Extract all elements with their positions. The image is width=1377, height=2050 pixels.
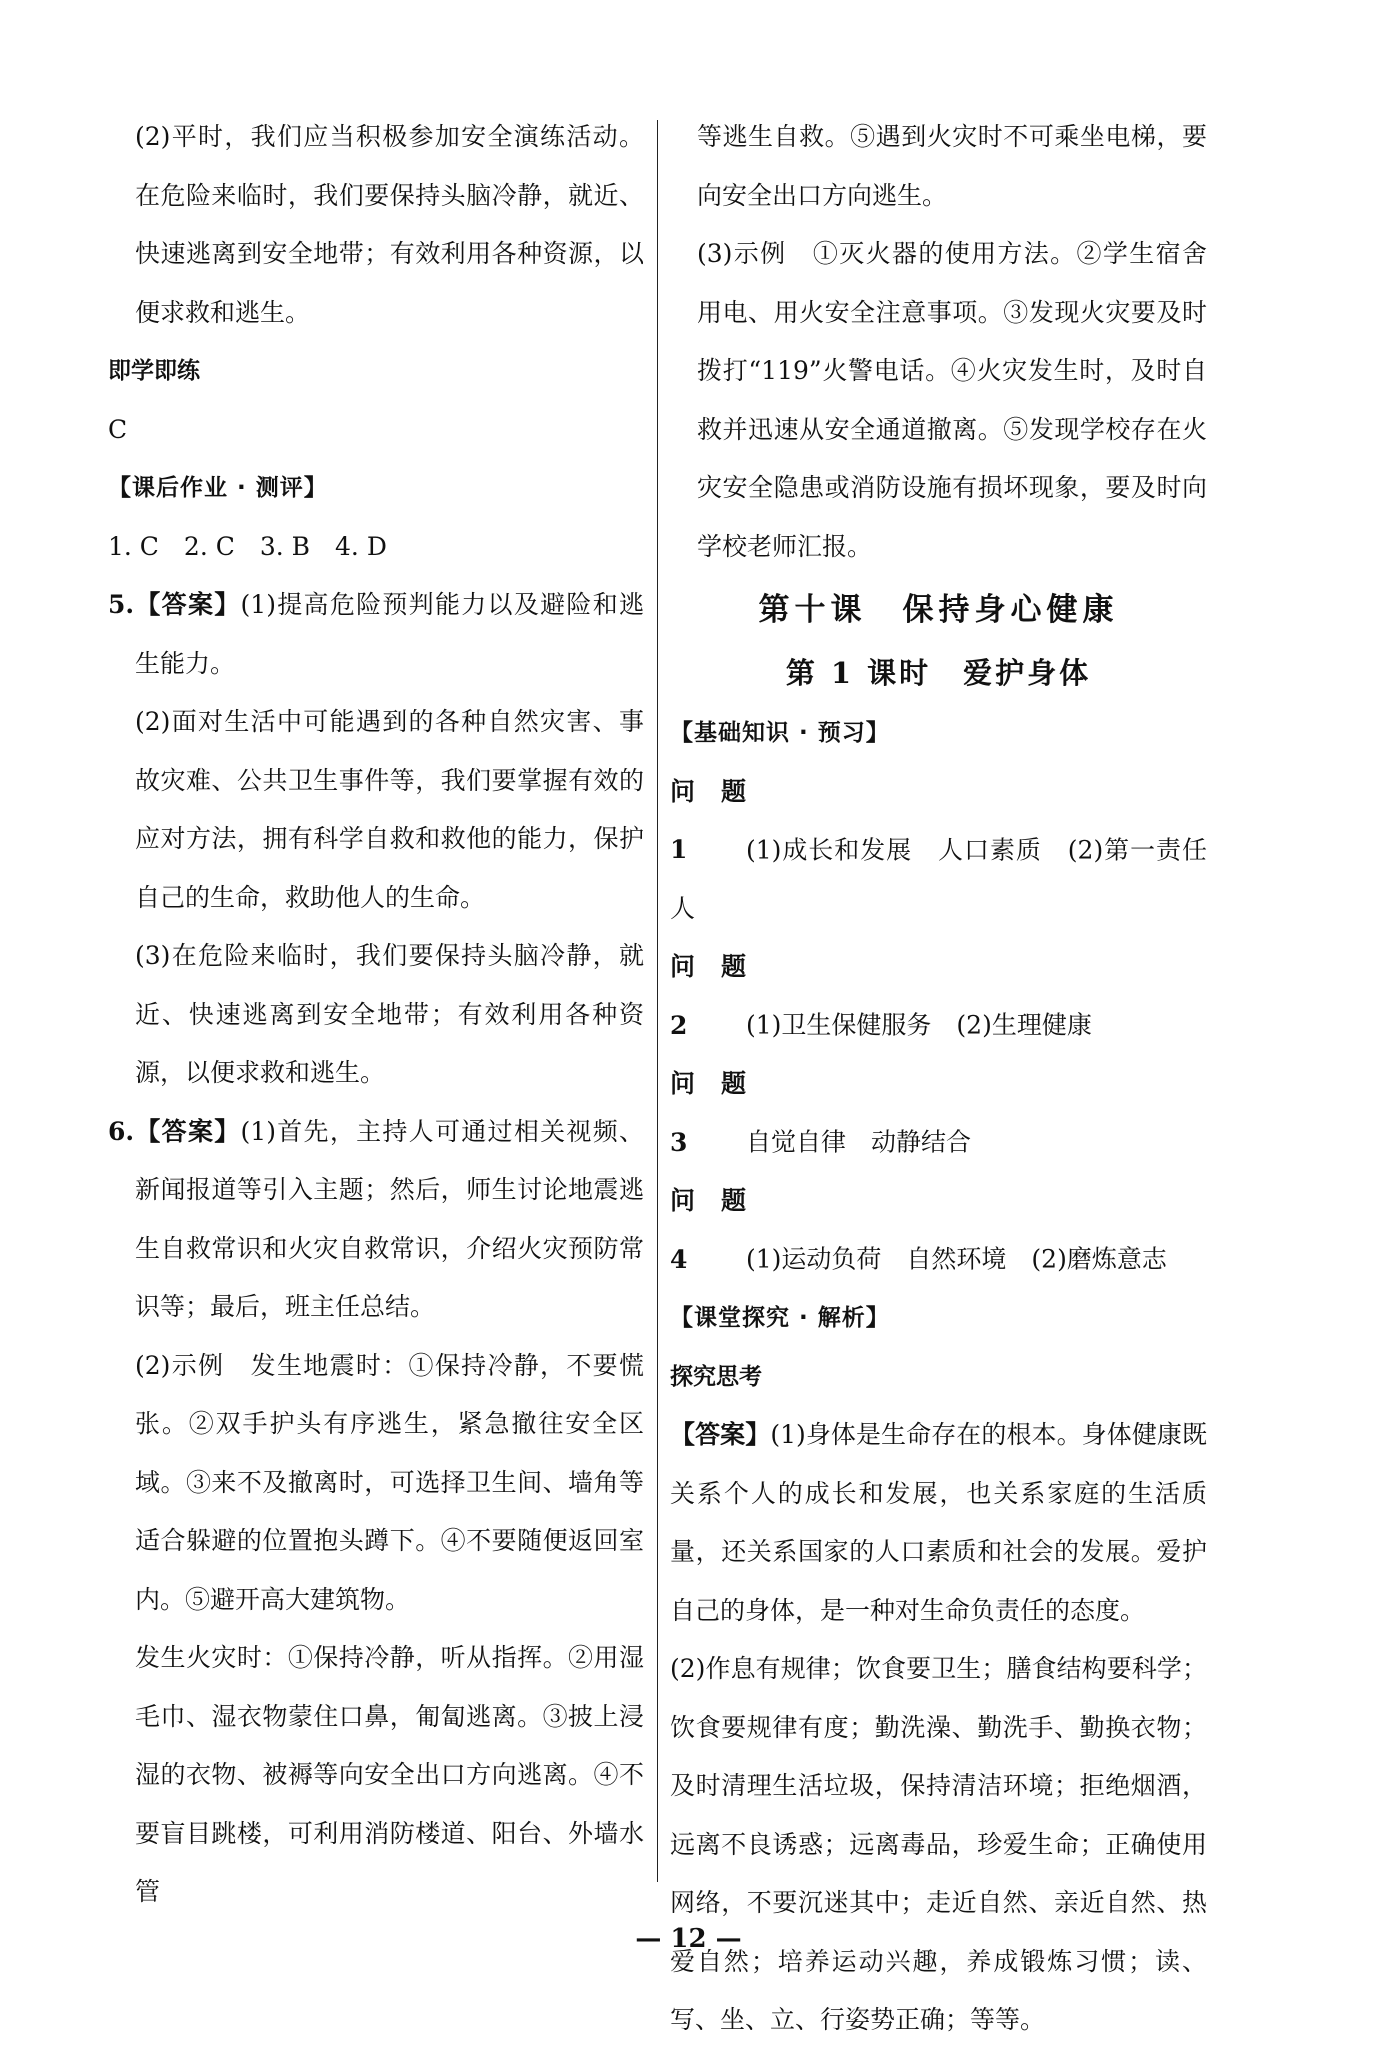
section-class-exploration-heading: 【课堂探究 · 解析】 <box>670 1305 890 1331</box>
answer-part-1 <box>670 1406 1207 1640</box>
answer-tag: 【答案】 <box>134 1116 241 1146</box>
answer-tag: 【答案】 <box>670 1420 771 1449</box>
question-6-text: (1)首先，主持人可通过相关视频、新闻报道等引入主题；然后，师生讨论地震逃生自救常识和火灾自救常识，介绍火灾预防常识等；最后，班主任总结。 <box>135 1116 644 1321</box>
answer-part-2: (2)作息有规律；饮食要卫生；膳食结构要科学；饮食要规律有度；勤洗澡、勤洗手、勤换衣物；及时清理生活垃圾，保持清洁环境；拒绝烟酒，远离不良诱惑；远离毒品，珍爱生命；正确使用网络，不要沉迷其中；走近自然、亲近自然、热爱自然；培养运动兴趣，养成锻炼习惯；读、写、坐、立、行姿势正确；等等。 <box>670 1654 1207 2034</box>
continued-paragraph: 等逃生自救。⑤遇到火灾时不可乘坐电梯，要向安全出口方向逃生。 <box>697 122 1207 210</box>
answers-1-4: 1. C 2. C 3. B 4. D <box>108 531 387 561</box>
answer-tag: 【答案】 <box>134 590 241 619</box>
paragraph-safety-drill: (2)平时，我们应当积极参加安全演练活动。在危险来临时，我们要保持头脑冷静，就近、快速逃离到安全地带；有效利用各种资源，以便求救和逃生。 <box>135 122 644 327</box>
question-6-number: 6. <box>108 1116 135 1146</box>
question-label: 问题 2 <box>670 952 746 1040</box>
question-5-number: 5. <box>108 590 135 619</box>
question-5-answer <box>108 576 644 693</box>
answer-part-1-text: (1)身体是生命存在的根本。身体健康既关系个人的成长和发展，也关系家庭的生活质量，还关系国家的人口素质和社会的发展。爱护自己的身体，是一种对生命负责任的态度。 <box>670 1420 1207 1625</box>
question-label: 问题 3 <box>670 1069 746 1157</box>
question-label: 问题 1 <box>670 776 746 864</box>
question-6-part-3: 发生火灾时：①保持冷静，听从指挥。②用湿毛巾、湿衣物蒙住口鼻，匍匐逃离。③披上浸湿的衣物、被褥等向安全出口方向逃离。④不要盲目跳楼，可利用消防楼道、阳台、外墙水管 <box>135 1643 644 1906</box>
question-6-part-2: (2)示例 发生地震时：①保持冷静，不要慌张。②双手护头有序逃生，紧急撤往安全区域。③来不及撤离时，可选择卫生间、墙角等适合躲避的位置抱头蹲下。④不要随便返回室内。⑤避开高大建筑物。 <box>135 1350 644 1614</box>
question-2-row <box>670 938 1207 1055</box>
lesson-title: 第 1 课时 爱护身体 <box>785 656 1092 690</box>
left-column <box>108 108 644 1922</box>
heading-jixue-jilian: 即学即练 <box>108 358 200 384</box>
column-divider <box>657 120 658 1882</box>
jixue-answer: C <box>108 414 128 444</box>
question-4-row <box>670 1172 1207 1289</box>
section-basic-knowledge-heading: 【基础知识 · 预习】 <box>670 720 890 746</box>
example-paragraph: (3)示例 ①灭火器的使用方法。②学生宿舍用电、用火安全注意事项。③发现火灾要及时拨打“119”火警电话。④火灾发生时，及时自救并迅速从安全通道撤离。⑤发现学校存在火灾安全隐患或消防设施有损坏现象，要及时向学校老师汇报。 <box>697 239 1207 561</box>
question-5-part-2: (2)面对生活中可能遇到的各种自然灾害、事故灾难、公共卫生事件等，我们要掌握有效的应对方法，拥有科学自救和救他的能力，保护自己的生命，救助他人的生命。 <box>135 707 644 912</box>
question-6-answer <box>108 1103 644 1337</box>
question-1-row <box>670 763 1207 939</box>
question-5-text: (1)提高危险预判能力以及避险和逃生能力。 <box>135 590 644 678</box>
question-label: 问题 4 <box>670 1186 746 1274</box>
question-answer: (1)运动负荷 自然环境 (2)磨炼意志 <box>746 1244 1167 1274</box>
page-number: — 12 — <box>635 1924 742 1954</box>
question-answer: 自觉自律 动静结合 <box>746 1127 972 1157</box>
question-answer: (1)成长和发展 人口素质 (2)第一责任人 <box>670 835 1207 923</box>
question-3-row <box>670 1055 1207 1172</box>
section-homework-heading: 【课后作业 · 测评】 <box>108 475 328 501</box>
chapter-title: 第十课 保持身心健康 <box>758 592 1119 628</box>
heading-explore-think: 探究思考 <box>670 1363 762 1390</box>
question-answer: (1)卫生保健服务 (2)生理健康 <box>746 1010 1092 1040</box>
question-5-part-3: (3)在危险来临时，我们要保持头脑冷静，就近、快速逃离到安全地带；有效利用各种资源，以便求救和逃生。 <box>135 941 644 1087</box>
right-column <box>670 108 1207 2050</box>
